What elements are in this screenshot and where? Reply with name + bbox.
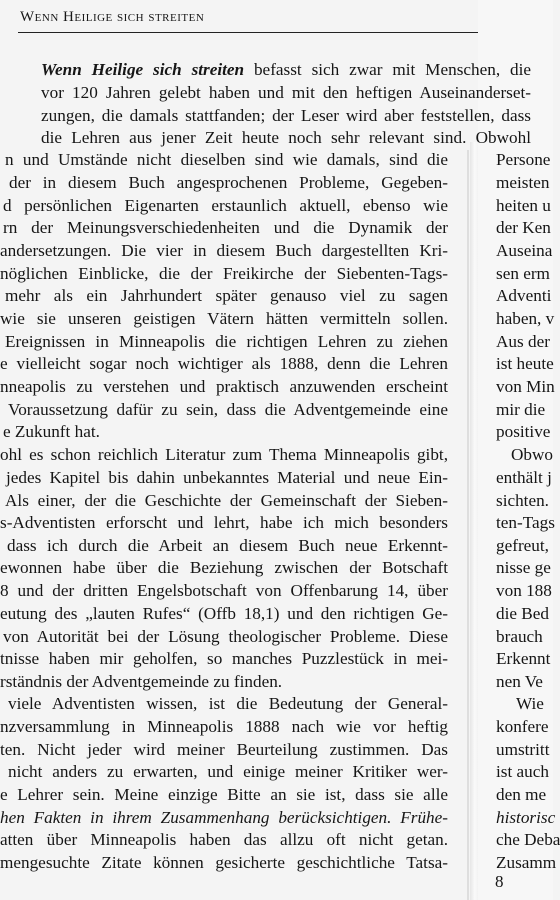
- right-column-line: Zusamm: [496, 853, 557, 872]
- body-line: ohl es schon reichlich Literatur zum Thema Minneapolis gibt,: [0, 445, 448, 464]
- body-line: jedes Kapitel bis dahin unbekanntes Material und neue Ein-: [6, 468, 448, 487]
- body-line: mehr als ein Jahrhundert später genauso viel zu sagen: [5, 286, 448, 305]
- body-line: nicht anders zu erwarten, und einige meiner Kritiker wer-: [8, 762, 448, 781]
- right-column-line: den me: [496, 785, 547, 804]
- body-line: rn der Meinungsverschiedenheiten und die Dynamik der: [3, 218, 448, 237]
- right-column-line: heiten u: [496, 196, 551, 215]
- body-line-italic: hen Fakten in ihrem Zusammenhang berücksichtigen. Frühe-: [0, 808, 448, 827]
- body-line: Ereignissen in Minneapolis die richtigen Lehren zu ziehen: [5, 332, 448, 351]
- right-column-line: nen Ve: [496, 672, 543, 691]
- book-title-emphasis: Wenn Heilige sich streiten: [41, 60, 245, 79]
- intro-line-1: Wenn Heilige sich streiten befasst sich zwar mit Menschen, die: [41, 60, 531, 79]
- right-column-line: ten-Tags: [496, 513, 555, 532]
- body-line: nneapolis zu verstehen und praktisch anzuwenden erscheint: [0, 377, 448, 396]
- right-column-line: positive: [496, 422, 551, 441]
- right-column-line: sichten.: [496, 491, 549, 510]
- intro-line-2: vor 120 Jahren gelebt haben und mit den heftigen Auseinanderset-: [41, 83, 531, 102]
- right-column-line: enthält j: [496, 468, 552, 487]
- right-column-line: konfere: [496, 717, 549, 736]
- intro-line-4: die Lehren aus jener Zeit heute noch sehr relevant sind. Obwohl: [41, 128, 531, 147]
- body-line: rständnis der Adventgemeinde zu finden.: [0, 672, 283, 691]
- body-line: andersetzungen. Die vier in diesem Buch dargestellten Kri-: [0, 241, 448, 260]
- page-number: 8: [495, 872, 504, 891]
- right-column-line: der Ken: [496, 218, 551, 237]
- right-column-line: von 188: [496, 581, 552, 600]
- body-line: n und Umstände nicht dieselben sind wie damals, sind die: [5, 150, 448, 169]
- body-line: eutung des „lauten Rufes“ (Offb 18,1) und den richtigen Ge-: [0, 604, 448, 623]
- right-column-line: haben, v: [496, 309, 555, 328]
- right-column-line: brauch: [496, 627, 543, 646]
- body-line: e Zukunft hat.: [3, 422, 100, 441]
- right-column-line: Persone: [496, 150, 551, 169]
- body-line: e Lehrer sein. Meine einzige Bitte an sie ist, dass sie alle: [0, 785, 448, 804]
- body-line: d persönlichen Eigenarten erstaunlich aktuell, ebenso wie: [3, 196, 448, 215]
- body-line: Voraussetzung dafür zu sein, dass die Adventgemeinde eine: [8, 400, 448, 419]
- intro-line-3: zungen, die damals stattfanden; der Leser wird aber feststellen, dass: [41, 106, 531, 125]
- body-line: e vielleicht sogar noch wichtiger als 1888, denn die Lehren: [0, 354, 448, 373]
- right-column-line: sen erm: [496, 264, 550, 283]
- right-column-line: mir die: [496, 400, 546, 419]
- body-line: Als einer, der die Geschichte der Gemeinschaft der Sieben-: [5, 491, 448, 510]
- right-column-line: ist auch: [496, 762, 549, 781]
- page-header-title: Wenn Heilige sich streiten: [20, 9, 205, 25]
- right-column-line: umstritt: [496, 740, 550, 759]
- body-line: tnisse haben mir geholfen, so manches Puzzlestück in mei-: [0, 649, 448, 668]
- right-column-line: Wie: [516, 694, 544, 713]
- right-column-line: Adventi: [496, 286, 552, 305]
- body-line: wie sie unseren geistigen Vätern hätten vermitteln sollen.: [0, 309, 448, 328]
- body-line: nöglichen Einblicke, die der Freikirche der Siebenten-Tags-: [0, 264, 448, 283]
- body-line: der in diesem Buch angesprochenen Probleme, Gegeben-: [9, 173, 448, 192]
- body-line: s-Adventisten erforscht und lehrt, habe ich mich besonders: [0, 513, 448, 532]
- right-column-line: nisse ge: [496, 558, 551, 577]
- right-column-line: Auseina: [496, 241, 553, 260]
- right-column-line: meisten: [496, 173, 550, 192]
- body-line: dass ich durch die Arbeit an diesem Buch neue Erkennt-: [7, 536, 448, 555]
- body-line: 8 und der dritten Engelsbotschaft von Offenbarung 14, über: [0, 581, 448, 600]
- right-column-line: Aus der: [496, 332, 550, 351]
- right-column-line: von Min: [496, 377, 555, 396]
- header-rule: [18, 32, 538, 33]
- right-column-line-italic: historisc: [496, 808, 556, 827]
- body-line: atten über Minneapolis haben das allzu oft nicht getan.: [0, 830, 448, 849]
- body-line: von Autorität bei der Lösung theologischer Probleme. Diese: [3, 627, 448, 646]
- body-line: nzversammlung in Minneapolis 1888 nach wie vor heftig: [0, 717, 448, 736]
- gutter-shadow: [467, 150, 469, 900]
- page-gutter: [470, 142, 478, 900]
- body-line: mengesuchte Zitate können gesicherte geschichtliche Tatsa-: [0, 853, 448, 872]
- right-column-line: che Deba: [496, 830, 560, 849]
- body-line: ten. Nicht jeder wird meiner Beurteilung zustimmen. Das: [0, 740, 448, 759]
- right-column-line: gefreut,: [496, 536, 549, 555]
- right-column-line: Obwo: [511, 445, 554, 464]
- right-column-line: Erkennt: [496, 649, 551, 668]
- body-line: ewonnen habe über die Beziehung zwischen der Botschaft: [0, 558, 448, 577]
- right-column-line: die Bed: [496, 604, 549, 623]
- right-column-line: ist heute: [496, 354, 554, 373]
- body-line: viele Adventisten wissen, ist die Bedeutung der General-: [8, 694, 448, 713]
